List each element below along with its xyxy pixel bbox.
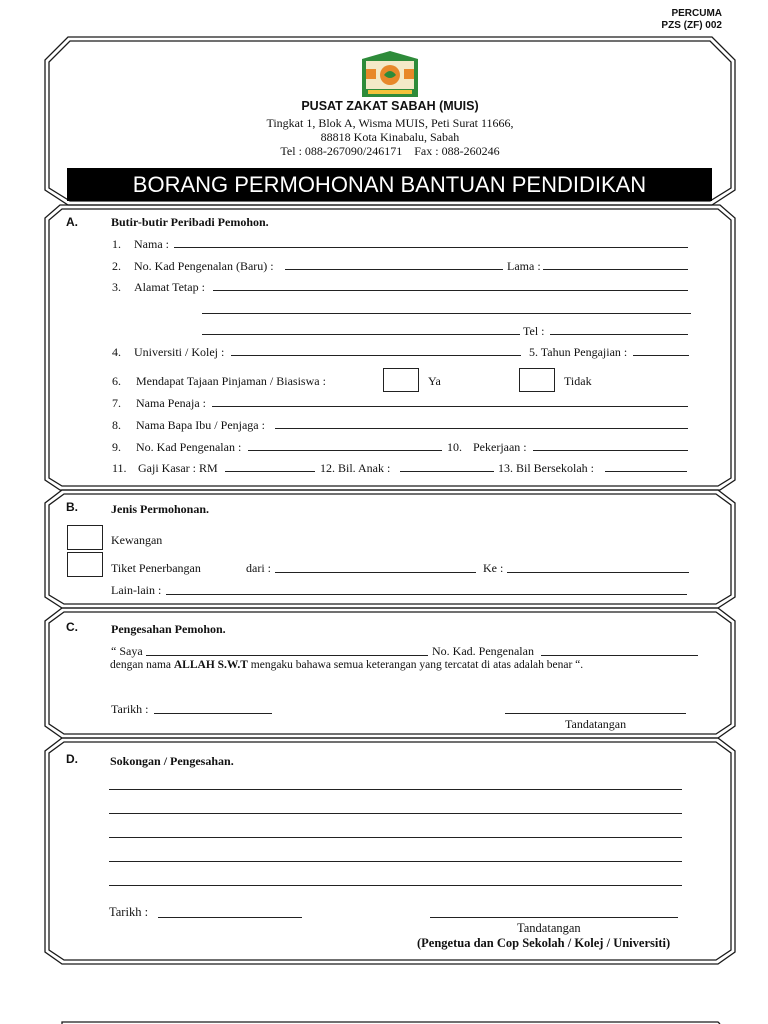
ya-label: Ya: [428, 374, 441, 388]
nama-field[interactable]: [174, 247, 688, 248]
c-signature-field[interactable]: [505, 713, 686, 714]
section-a-letter: A.: [66, 215, 78, 229]
section-d-frame: [45, 738, 735, 964]
kewangan-checkbox[interactable]: [67, 525, 103, 550]
d-pengetua-label: (Pengetua dan Cop Sekolah / Kolej / Universiti): [417, 936, 671, 950]
dari-label: dari :: [246, 561, 271, 575]
tidak-checkbox[interactable]: [519, 368, 555, 392]
dari-field[interactable]: [275, 572, 476, 573]
d-comment-line-3[interactable]: [109, 837, 682, 838]
kp-baru-field[interactable]: [285, 269, 503, 270]
address-line-1: Tingkat 1, Blok A, Wisma MUIS, Peti Surat 11666,: [266, 116, 514, 130]
bapa-field[interactable]: [275, 428, 688, 429]
item-number: 6.: [112, 374, 121, 388]
section-d-letter: D.: [66, 752, 78, 766]
item-number: 2.: [112, 259, 121, 273]
d-tarikh-field[interactable]: [158, 917, 302, 918]
alamat-field-2[interactable]: [202, 313, 691, 314]
anak-field[interactable]: [400, 471, 494, 472]
universiti-field[interactable]: [231, 355, 521, 356]
section-c-letter: C.: [66, 620, 78, 634]
section-d-frame-inner: [49, 742, 731, 960]
item-number: 1.: [112, 237, 121, 251]
section-a-title: Butir-butir Peribadi Pemohon.: [111, 215, 269, 229]
address-line-2: 88818 Kota Kinabalu, Sabah: [320, 130, 460, 144]
d-comment-line-5[interactable]: [109, 885, 682, 886]
tahun-label: 5. Tahun Pengajian :: [529, 345, 628, 359]
tajaan-label: Mendapat Tajaan Pinjaman / Biasiswa :: [136, 374, 326, 388]
ke-field[interactable]: [507, 572, 689, 573]
d-tarikh-label: Tarikh :: [109, 905, 149, 919]
lain-label: Lain-lain :: [111, 583, 162, 597]
item-number: 3.: [112, 280, 121, 294]
lain-field[interactable]: [166, 594, 687, 595]
penaja-field[interactable]: [212, 406, 688, 407]
bapa-label: Nama Bapa Ibu / Penjaga :: [136, 418, 265, 432]
alamat-field-3[interactable]: [202, 334, 520, 335]
sekolah-label: 13. Bil Bersekolah :: [498, 461, 594, 475]
alamat-field-1[interactable]: [213, 290, 688, 291]
saya-label: “ Saya: [111, 644, 143, 658]
ya-checkbox[interactable]: [383, 368, 419, 392]
kp-field[interactable]: [248, 450, 442, 451]
section-b-title: Jenis Permohonan.: [111, 502, 210, 516]
d-tandatangan-label: Tandatangan: [517, 921, 581, 935]
saya-field[interactable]: [146, 655, 428, 656]
alamat-label: Alamat Tetap :: [134, 280, 205, 294]
c-tarikh-label: Tarikh :: [111, 702, 149, 716]
item-number: 4.: [112, 345, 121, 359]
contact-line: Tel : 088-267090/246171 Fax : 088-260246: [280, 144, 500, 158]
lama-label: Lama :: [507, 259, 541, 273]
form-code: PZS (ZF) 002: [661, 20, 722, 31]
c-tandatangan-label: Tandatangan: [565, 717, 627, 731]
section-b-letter: B.: [66, 500, 78, 514]
declaration-part-2: mengaku bahawa semua keterangan yang tercatat di atas adalah benar “.: [250, 659, 584, 671]
item-number: 10.: [447, 440, 462, 454]
section-d-title: Sokongan / Pengesahan.: [110, 754, 234, 768]
percuma-label: PERCUMA: [671, 8, 722, 19]
tel-label: Tel :: [523, 324, 545, 338]
no-kp-field[interactable]: [541, 655, 698, 656]
tiket-label: Tiket Penerbangan: [111, 561, 201, 575]
declaration-allah: ALLAH S.W.T: [173, 659, 248, 671]
item-number: 11.: [112, 461, 127, 475]
d-signature-field[interactable]: [430, 917, 678, 918]
pekerjaan-label: Pekerjaan :: [473, 440, 527, 454]
penaja-label: Nama Penaja :: [136, 396, 206, 410]
form-title: BORANG PERMOHONAN BANTUAN PENDIDIKAN: [67, 168, 712, 201]
nama-label: Nama :: [134, 237, 169, 251]
org-name: PUSAT ZAKAT SABAH (MUIS): [301, 99, 479, 113]
pekerjaan-field[interactable]: [533, 450, 688, 451]
item-number: 8.: [112, 418, 121, 432]
kp-baru-label: No. Kad Pengenalan (Baru) :: [134, 259, 274, 273]
tidak-label: Tidak: [564, 374, 592, 388]
lama-field[interactable]: [543, 269, 688, 270]
d-comment-line-1[interactable]: [109, 789, 682, 790]
universiti-label: Universiti / Kolej :: [134, 345, 225, 359]
gaji-label: Gaji Kasar : RM: [138, 461, 218, 475]
item-number: 9.: [112, 440, 121, 454]
pzs-logo: [360, 49, 420, 99]
d-comment-line-2[interactable]: [109, 813, 682, 814]
declaration-text: [110, 659, 583, 671]
gaji-field[interactable]: [225, 471, 315, 472]
d-comment-line-4[interactable]: [109, 861, 682, 862]
tiket-checkbox[interactable]: [67, 552, 103, 577]
section-c-title: Pengesahan Pemohon.: [111, 622, 226, 636]
kp-label: No. Kad Pengenalan :: [136, 440, 242, 454]
tel-field[interactable]: [550, 334, 688, 335]
ke-label: Ke :: [483, 561, 504, 575]
tahun-field[interactable]: [633, 355, 689, 356]
c-tarikh-field[interactable]: [154, 713, 272, 714]
kewangan-label: Kewangan: [111, 533, 163, 547]
declaration-part-1: dengan nama: [110, 659, 171, 671]
item-number: 7.: [112, 396, 121, 410]
no-kp-label: No. Kad. Pengenalan: [432, 644, 534, 658]
anak-label: 12. Bil. Anak :: [320, 461, 391, 475]
sekolah-field[interactable]: [605, 471, 687, 472]
